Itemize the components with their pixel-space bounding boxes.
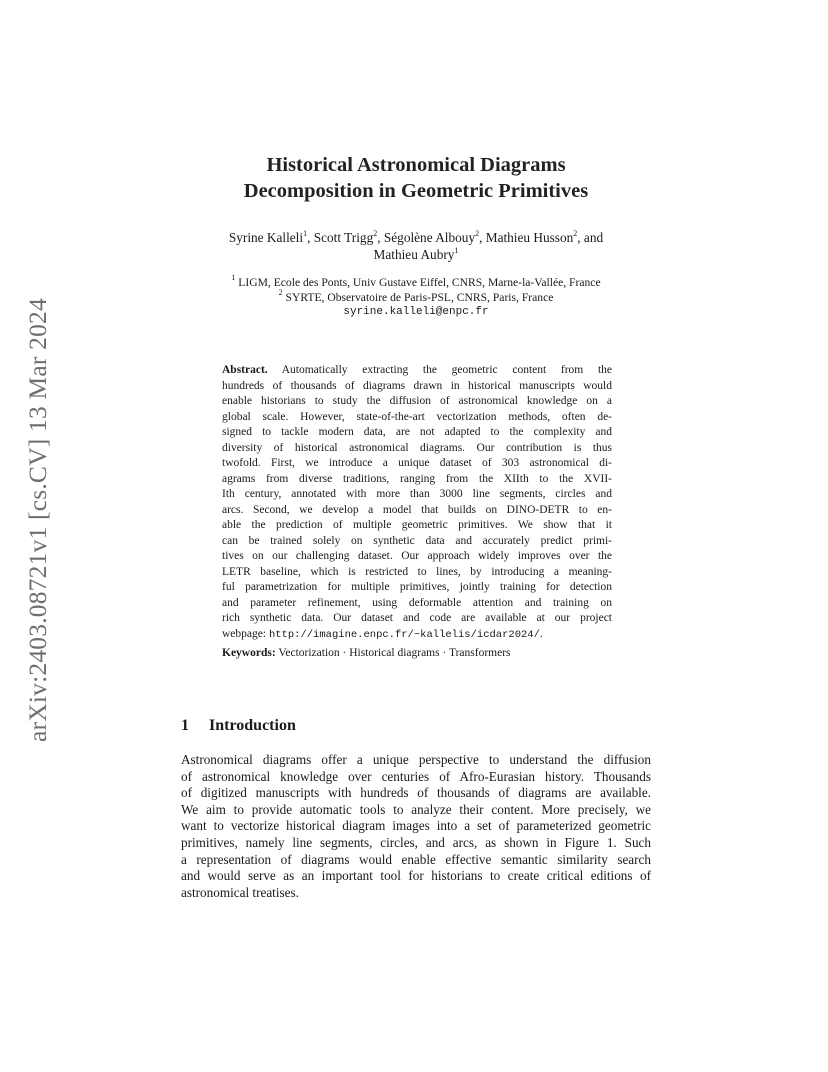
keywords-text: Vectorization · Historical diagrams · Transformers — [275, 647, 511, 659]
author-name: , Ségolène Albouy — [377, 230, 476, 245]
author-conjunction: , and — [577, 230, 604, 245]
abstract-line: tives on our challenging dataset. Our approach widely improves over the — [222, 550, 612, 562]
abstract-label: Abstract. — [222, 364, 268, 376]
author-name: , Mathieu Husson — [479, 230, 574, 245]
abstract-line: ful parametrization for multiple primitives, jointly training for detection — [222, 581, 612, 593]
abstract-line: hundreds of thousands of diagrams drawn in historical manuscripts would — [222, 379, 612, 392]
abstract-line: and parameter refinement, using deformable attention and training on — [222, 596, 612, 609]
affiliation-mark: 2 — [475, 228, 480, 238]
affiliation-1 — [180, 275, 652, 290]
author-name: Mathieu Aubry — [373, 247, 455, 262]
arxiv-identifier: arXiv:2403.08721v1 [cs.CV] 13 Mar 2024 — [23, 298, 53, 742]
abstract-line: twofold. First, we introduce a unique dataset of 303 astronomical di- — [222, 457, 612, 469]
abstract-text: webpage: — [222, 627, 269, 640]
abstract-text: Automatically extracting the geometric content from the — [267, 364, 612, 376]
affiliation-text: LIGM, Ecole des Ponts, Univ Gustave Eiffel, CNRS, Marne-la-Vallée, France — [235, 276, 601, 289]
affiliation-mark: 1 — [231, 273, 236, 283]
abstract-line: can be trained solely on synthetic data and accurately predict primi- — [222, 534, 612, 547]
author-line-2 — [180, 246, 652, 263]
affiliation-mark: 2 — [373, 228, 378, 238]
author-list — [180, 229, 652, 263]
affiliation-mark: 2 — [278, 288, 283, 298]
affiliation-mark: 1 — [454, 245, 459, 255]
section-heading-introduction — [181, 716, 296, 736]
abstract-line: rich synthetic data. Our dataset and code are available at our project — [222, 612, 612, 624]
abstract-line: Ith century, annotated with more than 3000 line segments, circles and — [222, 488, 612, 500]
body-line: astronomical treatises. — [181, 884, 299, 900]
affiliation-mark: 2 — [573, 228, 578, 238]
section-number: 1 — [181, 717, 189, 734]
abstract-line — [222, 363, 612, 379]
abstract-text: . — [539, 627, 543, 640]
abstract-line: able the prediction of multiple geometric primitives. We show that it — [222, 519, 612, 531]
abstract-line: agrams from diverse traditions, ranging from the XIIth to the XVII- — [222, 472, 612, 485]
title-line-1: Historical Astronomical Diagrams — [266, 154, 566, 176]
body-line: a representation of diagrams would enable effective semantic similarity search — [181, 851, 651, 867]
body-line: of digitized manuscripts with hundreds of thousands of diagrams are available. — [181, 785, 651, 801]
project-url-link[interactable]: http://imagine.enpc.fr/~kallelis/icdar2024/ — [268, 628, 540, 641]
author-name: , Scott Trigg — [307, 230, 374, 245]
body-line: We aim to provide automatic tools to analyze their content. More precisely, we — [181, 801, 651, 817]
author-name: Syrine Kalleli — [228, 230, 304, 245]
abstract-line: arcs. Second, we develop a model that builds on DINO-DETR to en- — [222, 503, 612, 516]
keywords-label: Keywords: — [222, 647, 276, 659]
section-title: Introduction — [209, 717, 296, 734]
body-line: primitives, namely line segments, circles, and arcs, as shown in Figure 1. Such — [181, 834, 651, 850]
arxiv-sidebar-stamp — [22, 282, 54, 758]
abstract-line: signed to tackle modern data, are not adapted to the complexity and — [222, 426, 612, 438]
abstract-line: enable historians to study the diffusion of astronomical knowledge on a — [222, 395, 612, 407]
author-email[interactable]: syrine.kalleli@enpc.fr — [343, 306, 489, 318]
keywords — [222, 646, 622, 661]
abstract-line — [222, 627, 612, 643]
body-line: want to vectorize historical diagram images into a set of parameterized geometric — [181, 818, 651, 834]
affiliation-2 — [180, 290, 652, 305]
body-line: of astronomical knowledge over centuries of Afro-Eurasian history. Thousands — [181, 768, 651, 784]
paper-title — [180, 152, 652, 204]
abstract — [222, 363, 612, 642]
title-line-2: Decomposition in Geometric Primitives — [243, 180, 589, 202]
introduction-paragraph — [181, 752, 651, 901]
body-line: Astronomical diagrams offer a unique perspective to understand the diffusion — [181, 752, 651, 767]
abstract-line: LETR baseline, which is restricted to lines, by introducing a meaning- — [222, 565, 612, 578]
author-line-1 — [180, 229, 652, 246]
abstract-line: global scale. However, state-of-the-art vectorization methods, often de- — [222, 410, 612, 423]
affiliation-mark: 1 — [303, 228, 308, 238]
affiliations — [180, 275, 652, 320]
abstract-line: diversity of historical astronomical diagrams. Our contribution is thus — [222, 441, 612, 454]
body-line: and would serve as an important tool for historians to create critical editions of — [181, 868, 651, 884]
affiliation-text: SYRTE, Observatoire de Paris-PSL, CNRS, Paris, France — [282, 291, 554, 304]
